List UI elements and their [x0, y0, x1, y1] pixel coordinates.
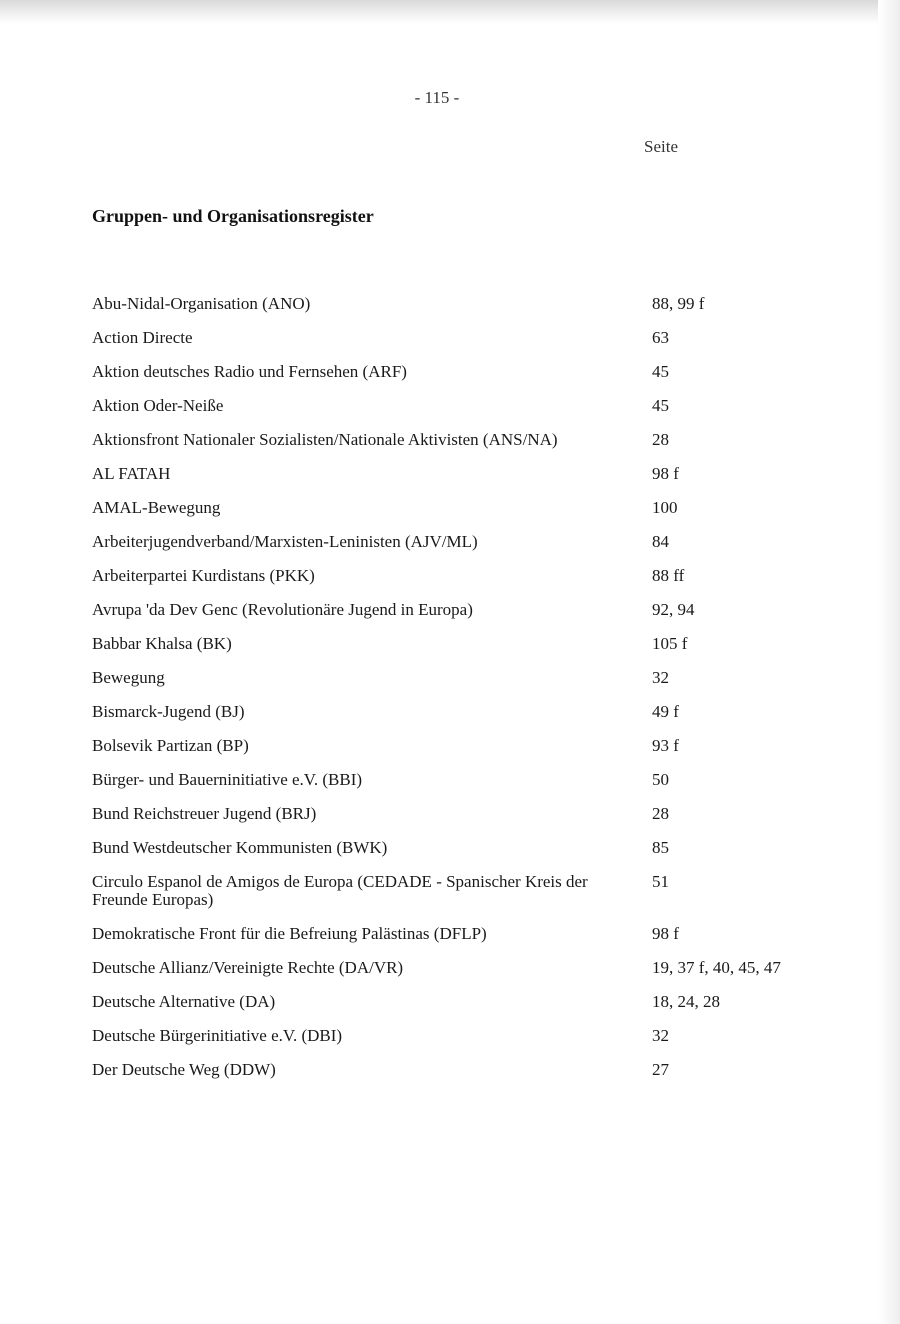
register-entry — [92, 873, 832, 909]
page-number: - 115 - — [414, 88, 460, 107]
entry-name: AMAL-Bewegung — [92, 498, 221, 517]
register-entry — [92, 567, 832, 585]
entry-name: AL FATAH — [92, 464, 171, 483]
entry-pages: 84 — [652, 532, 669, 551]
register-entry — [92, 805, 832, 823]
entry-name: Circulo Espanol de Amigos de Europa (CEDADE - Spanischer Kreis der Freunde Europas) — [92, 872, 588, 909]
register-entry — [92, 737, 832, 755]
entry-pages: 98 f — [652, 464, 679, 483]
register-list — [92, 295, 832, 1095]
entry-name: Bolsevik Partizan (BP) — [92, 736, 249, 755]
entry-pages: 98 f — [652, 924, 679, 943]
register-entry — [92, 703, 832, 721]
entry-pages: 27 — [652, 1060, 669, 1079]
entry-name: Avrupa 'da Dev Genc (Revolutionäre Jugend in Europa) — [92, 600, 473, 619]
register-entry — [92, 669, 832, 687]
entry-pages: 63 — [652, 328, 669, 347]
register-entry — [92, 533, 832, 551]
entry-name: Demokratische Front für die Befreiung Palästinas (DFLP) — [92, 924, 487, 943]
entry-name: Arbeiterpartei Kurdistans (PKK) — [92, 566, 315, 585]
entry-pages: 19, 37 f, 40, 45, 47 — [652, 958, 781, 977]
entry-name: Deutsche Alternative (DA) — [92, 992, 276, 1011]
entry-pages: 49 f — [652, 702, 679, 721]
entry-pages: 88, 99 f — [652, 294, 705, 313]
entry-pages: 92, 94 — [652, 600, 695, 619]
entry-name: Deutsche Bürgerinitiative e.V. (DBI) — [92, 1026, 343, 1045]
entry-name: Bund Westdeutscher Kommunisten (BWK) — [92, 838, 388, 857]
scan-edge-top — [0, 0, 900, 24]
entry-pages: 45 — [652, 362, 669, 381]
entry-pages: 105 f — [652, 634, 688, 653]
entry-name: Bismarck-Jugend (BJ) — [92, 702, 245, 721]
register-entry — [92, 431, 832, 449]
register-entry — [92, 465, 832, 483]
entry-name: Babbar Khalsa (BK) — [92, 634, 232, 653]
entry-pages: 100 — [652, 498, 678, 517]
register-entry — [92, 397, 832, 415]
entry-name: Bund Reichstreuer Jugend (BRJ) — [92, 804, 317, 823]
register-entry — [92, 839, 832, 857]
entry-name: Bürger- und Bauerninitiative e.V. (BBI) — [92, 770, 363, 789]
entry-name: Der Deutsche Weg (DDW) — [92, 1060, 276, 1079]
entry-name: Abu-Nidal-Organisation (ANO) — [92, 294, 311, 313]
entry-name: Arbeiterjugendverband/Marxisten-Leninisten (AJV/ML) — [92, 532, 478, 551]
register-entry — [92, 329, 832, 347]
column-header-seite: Seite — [644, 137, 678, 156]
entry-pages: 18, 24, 28 — [652, 992, 720, 1011]
entry-pages: 93 f — [652, 736, 679, 755]
entry-pages: 28 — [652, 804, 669, 823]
register-entry — [92, 959, 832, 977]
register-entry — [92, 1027, 832, 1045]
entry-name: Bewegung — [92, 668, 165, 687]
register-entry — [92, 363, 832, 381]
register-entry — [92, 1061, 832, 1079]
entry-pages: 88 ff — [652, 566, 685, 585]
entry-pages: 45 — [652, 396, 669, 415]
entry-name: Deutsche Allianz/Vereinigte Rechte (DA/VR) — [92, 958, 404, 977]
entry-pages: 50 — [652, 770, 669, 789]
entry-pages: 51 — [652, 872, 669, 891]
entry-pages: 32 — [652, 668, 669, 687]
register-entry — [92, 925, 832, 943]
register-entry — [92, 499, 832, 517]
entry-pages: 32 — [652, 1026, 669, 1045]
entry-pages: 28 — [652, 430, 669, 449]
entry-name: Aktion deutsches Radio und Fernsehen (ARF) — [92, 362, 407, 381]
register-entry — [92, 295, 832, 313]
entry-name: Action Directe — [92, 328, 193, 347]
scan-edge-right — [878, 0, 900, 1324]
entry-pages: 85 — [652, 838, 669, 857]
page-title: Gruppen- und Organisationsregister — [92, 206, 374, 226]
entry-name: Aktionsfront Nationaler Sozialisten/Nationale Aktivisten (ANS/NA) — [92, 430, 558, 449]
register-entry — [92, 771, 832, 789]
register-entry — [92, 993, 832, 1011]
register-entry — [92, 635, 832, 653]
entry-name: Aktion Oder-Neiße — [92, 396, 224, 415]
register-entry — [92, 601, 832, 619]
